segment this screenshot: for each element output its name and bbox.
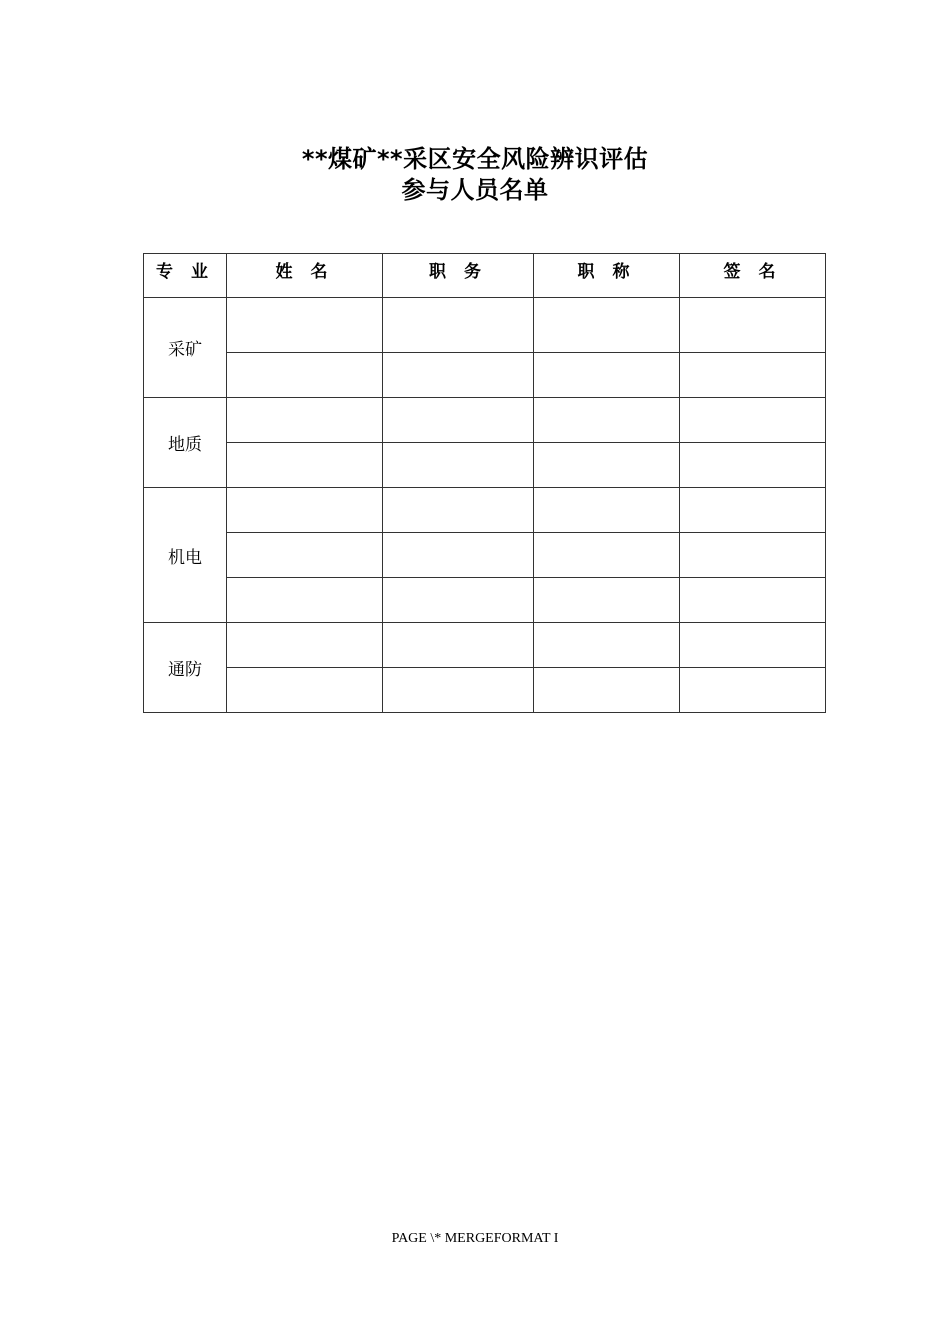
title-cell[interactable] [534, 668, 680, 713]
table-row [144, 578, 826, 623]
table-row [144, 533, 826, 578]
name-cell[interactable] [227, 443, 383, 488]
signature-cell[interactable] [680, 488, 826, 533]
table-row [144, 488, 826, 533]
specialty-cell-geology: 地质 [144, 398, 227, 488]
document-title [0, 144, 950, 206]
position-cell[interactable] [383, 398, 534, 443]
title-cell[interactable] [534, 298, 680, 353]
header-row [144, 254, 826, 298]
table-row [144, 353, 826, 398]
name-cell[interactable] [227, 578, 383, 623]
header-title: 职 称 [534, 254, 680, 298]
title-line-2: 参与人员名单 [401, 176, 549, 204]
header-name: 姓 名 [227, 254, 383, 298]
signature-cell[interactable] [680, 443, 826, 488]
table-row [144, 668, 826, 713]
position-cell[interactable] [383, 488, 534, 533]
table-row [144, 443, 826, 488]
title-cell[interactable] [534, 398, 680, 443]
table-row [144, 298, 826, 353]
name-cell[interactable] [227, 623, 383, 668]
signature-cell[interactable] [680, 353, 826, 398]
name-cell[interactable] [227, 533, 383, 578]
specialty-cell-ventilation: 通防 [144, 623, 227, 713]
position-cell[interactable] [383, 668, 534, 713]
name-cell[interactable] [227, 398, 383, 443]
title-cell[interactable] [534, 488, 680, 533]
specialty-cell-electromechanical: 机电 [144, 488, 227, 623]
position-cell[interactable] [383, 623, 534, 668]
title-cell[interactable] [534, 443, 680, 488]
signature-cell[interactable] [680, 398, 826, 443]
title-cell[interactable] [534, 578, 680, 623]
name-cell[interactable] [227, 298, 383, 353]
specialty-cell-mining: 采矿 [144, 298, 227, 398]
name-cell[interactable] [227, 353, 383, 398]
name-cell[interactable] [227, 668, 383, 713]
signature-cell[interactable] [680, 623, 826, 668]
signature-cell[interactable] [680, 298, 826, 353]
title-cell[interactable] [534, 623, 680, 668]
table-row [144, 398, 826, 443]
position-cell[interactable] [383, 353, 534, 398]
title-cell[interactable] [534, 353, 680, 398]
header-signature: 签 名 [680, 254, 826, 298]
participant-table [143, 253, 826, 713]
page-footer: PAGE \* MERGEFORMAT I [391, 1231, 559, 1246]
title-line-1: **煤矿**采区安全风险辨识评估 [301, 145, 649, 173]
table-row [144, 623, 826, 668]
header-specialty: 专 业 [144, 254, 227, 298]
position-cell[interactable] [383, 578, 534, 623]
position-cell[interactable] [383, 533, 534, 578]
title-cell[interactable] [534, 533, 680, 578]
header-position: 职 务 [383, 254, 534, 298]
signature-cell[interactable] [680, 668, 826, 713]
signature-cell[interactable] [680, 533, 826, 578]
signature-cell[interactable] [680, 578, 826, 623]
name-cell[interactable] [227, 488, 383, 533]
position-cell[interactable] [383, 443, 534, 488]
position-cell[interactable] [383, 298, 534, 353]
